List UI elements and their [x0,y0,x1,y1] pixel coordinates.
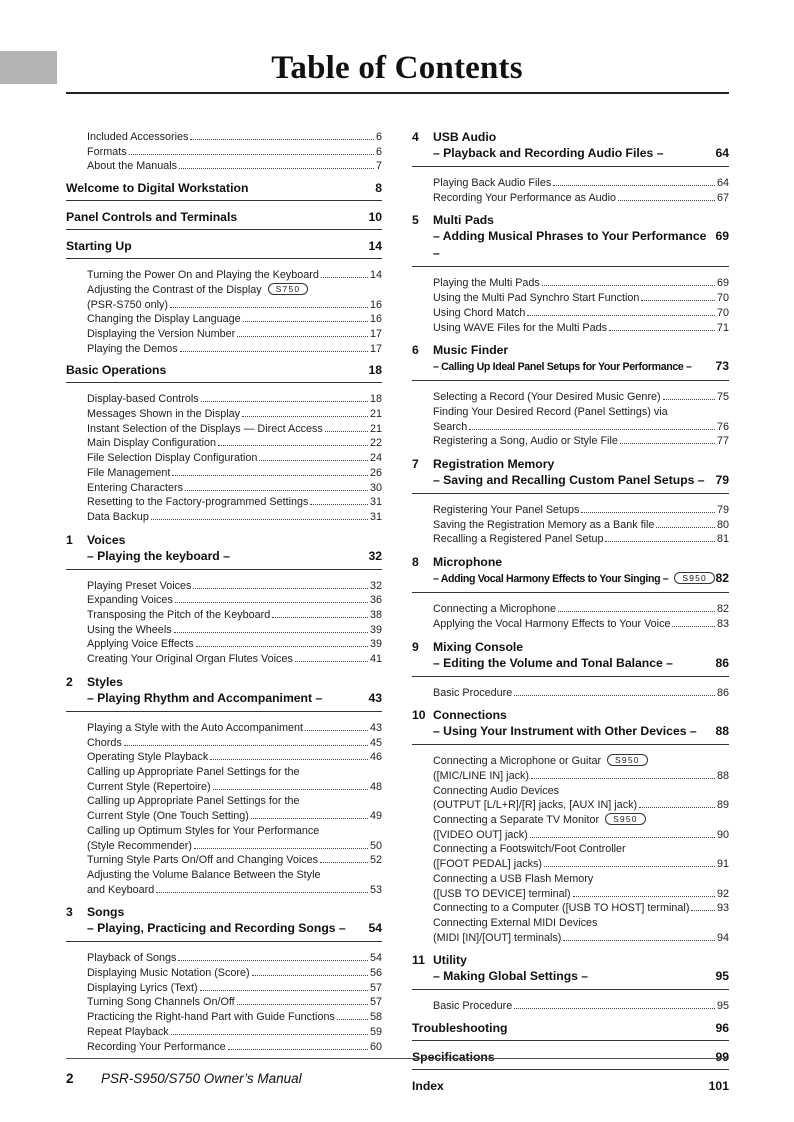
toc-item[interactable]: Connecting a Separate TV Monitor S950 [412,813,729,828]
toc-chapter-11[interactable]: 11 Utility – Making Global Settings – 95 [412,953,729,990]
toc-chapter-1[interactable]: 1 Voices – Playing the keyboard – 32 [66,533,382,570]
intro-list [66,130,382,174]
toc-item[interactable]: Expanding Voices 36 [87,594,382,607]
chapter-6-items [412,390,729,449]
toc-heading-index[interactable]: Index 101 [412,1079,729,1094]
toc-item[interactable]: Display-based Controls 18 [87,393,382,406]
toc-item[interactable]: File Selection Display Configuration 24 [87,452,382,465]
toc-item[interactable]: Displaying the Version Number 17 [87,327,382,340]
toc-item[interactable]: Recalling a Registered Panel Setup 81 [433,533,729,546]
toc-item[interactable]: ([MIC/LINE IN] jack) 88 [433,769,729,782]
model-badge: S950 [674,572,715,584]
toc-item[interactable]: Applying the Vocal Harmony Effects to Your Voice 83 [433,617,729,630]
toc-item[interactable]: Connecting Audio Devices [433,784,560,797]
toc-item[interactable]: (OUTPUT [L/L+R]/[R] jacks, [AUX IN] jack) 89 [433,799,729,812]
manual-name: PSR-S950/S750 Owner’s Manual [101,1071,302,1086]
toc-item[interactable]: Main Display Configuration 22 [87,437,382,450]
toc-item[interactable]: Displaying Lyrics (Text) 57 [87,981,382,994]
toc-item[interactable]: ([FOOT PEDAL] jacks) 91 [433,858,729,871]
toc-item[interactable]: Registering Your Panel Setups 79 [433,504,729,517]
toc-item[interactable]: Messages Shown in the Display 21 [87,408,382,421]
toc-item[interactable]: Playing the Demos 17 [87,342,382,355]
toc-chapter-7[interactable]: 7 Registration Memory – Saving and Recalling Custom Panel Setups – 79 [412,457,729,494]
toc-chapter-4[interactable]: 4 USB Audio – Playback and Recording Audio Files – 64 [412,130,729,167]
toc-item[interactable]: (PSR-S750 only) 16 [87,298,382,311]
toc-chapter-5[interactable]: 5 Multi Pads – Adding Musical Phrases to Your Performance – 69 [412,213,729,267]
toc-item[interactable]: Current Style (One Touch Setting) 49 [87,810,382,823]
toc-chapter-6[interactable]: 6 Music Finder – Calling Up Ideal Panel Setups for Your Performance – 73 [412,343,729,381]
footer-rule [66,1058,729,1059]
toc-item[interactable]: Playing a Style with the Auto Accompaniment 43 [87,721,382,734]
toc-item[interactable]: Displaying Music Notation (Score) 56 [87,967,382,980]
toc-chapter-3[interactable]: 3 Songs – Playing, Practicing and Recording Songs – 54 [66,905,382,942]
toc-item[interactable]: Turning Style Parts On/Off and Changing Voices 52 [87,854,382,867]
toc-item[interactable]: File Management 26 [87,466,382,479]
toc-item[interactable]: About the Manuals 7 [87,160,382,173]
toc-heading-starting-up[interactable]: Starting Up 14 [66,239,382,259]
chapter-1-items [66,579,382,667]
toc-item[interactable]: Finding Your Desired Record (Panel Settings) via [433,405,668,418]
toc-heading-welcome[interactable]: Welcome to Digital Workstation 8 [66,181,382,201]
toc-item[interactable]: Playback of Songs 54 [87,952,382,965]
toc-item[interactable]: Playing the Multi Pads 69 [433,277,729,290]
toc-item[interactable]: Recording Your Performance as Audio 67 [433,191,729,204]
toc-item[interactable]: Basic Procedure 95 [433,1000,729,1013]
toc-chapter-2[interactable]: 2 Styles – Playing Rhythm and Accompaniment – 43 [66,675,382,712]
toc-item[interactable]: Recording Your Performance 60 [87,1040,382,1053]
starting-up-items [66,268,382,356]
toc-item[interactable]: Current Style (Repertoire) 48 [87,780,382,793]
toc-item[interactable]: Adjusting the Volume Balance Between the Style [87,868,321,881]
toc-item[interactable]: Connecting a Microphone 82 [433,603,729,616]
toc-item[interactable]: Basic Procedure 86 [433,686,729,699]
toc-item[interactable]: Changing the Display Language 16 [87,313,382,326]
toc-item[interactable]: Included Accessories 6 [87,131,382,143]
chapter-11-items [412,999,729,1014]
chapter-2-items [66,721,382,897]
chapter-5-items [412,276,729,335]
toc-item[interactable]: Operating Style Playback 46 [87,751,382,764]
toc-item[interactable]: Practicing the Right-hand Part with Guide Functions 58 [87,1011,382,1024]
page-number: 2 [66,1071,74,1086]
toc-item[interactable]: Using the Multi Pad Synchro Start Function 70 [433,292,729,305]
toc-heading-panel-controls[interactable]: Panel Controls and Terminals 10 [66,210,382,230]
toc-item[interactable]: Resetting to the Factory-programmed Settings 31 [87,496,382,509]
toc-item[interactable]: Transposing the Pitch of the Keyboard 38 [87,609,382,622]
basic-operations-items [66,392,382,524]
model-badge: S950 [605,813,646,825]
toc-item[interactable]: Connecting to a Computer ([USB TO HOST] terminal) 93 [433,902,729,915]
toc-item[interactable]: Saving the Registration Memory as a Bank file 80 [433,518,729,531]
toc-item[interactable]: Data Backup 31 [87,510,382,523]
chapter-4-items [412,176,729,205]
toc-item[interactable]: Turning Song Channels On/Off 57 [87,996,382,1009]
toc-chapter-8[interactable]: 8 Microphone – Adding Vocal Harmony Effects to Your Singing – S950 82 [412,555,729,593]
toc-heading-specifications[interactable]: Specifications 99 [412,1050,729,1070]
toc-item[interactable]: Playing Preset Voices 32 [87,579,382,592]
toc-item[interactable]: Using the Wheels 39 [87,623,382,636]
toc-item[interactable]: Registering a Song, Audio or Style File 77 [433,435,729,448]
toc-item[interactable]: Adjusting the Contrast of the Display S750 [66,283,382,298]
toc-item[interactable]: and Keyboard 53 [87,883,382,896]
toc-item[interactable]: Connecting a USB Flash Memory [433,872,594,885]
chapter-9-items [412,686,729,701]
toc-item[interactable]: Using WAVE Files for the Multi Pads 71 [433,321,729,334]
toc-chapter-10[interactable]: 10 Connections – Using Your Instrument with Other Devices – 88 [412,708,729,745]
chapter-8-items [412,602,729,631]
toc-item[interactable]: Repeat Playback 59 [87,1025,382,1038]
toc-chapter-9[interactable]: 9 Mixing Console – Editing the Volume and Tonal Balance – 86 [412,640,729,677]
toc-heading-troubleshooting[interactable]: Troubleshooting 96 [412,1021,729,1041]
toc-item[interactable]: (Style Recommender) 50 [87,839,382,852]
toc-item[interactable]: ([USB TO DEVICE] terminal) 92 [433,887,729,900]
toc-item[interactable]: Connecting External MIDI Devices [433,916,598,929]
chapter-3-items [66,951,382,1054]
toc-item[interactable]: Formats 6 [87,145,382,158]
toc-item[interactable]: Chords 45 [87,736,382,749]
toc-item[interactable]: Playing Back Audio Files 64 [433,177,729,189]
toc-item[interactable]: Search 76 [433,420,729,433]
page-title: Table of Contents [271,50,523,86]
model-badge: S750 [268,283,309,295]
page-footer [66,1071,302,1086]
title-rule [66,92,729,94]
toc-item[interactable]: Selecting a Record (Your Desired Music Genre) 75 [433,391,729,404]
toc-item[interactable]: Creating Your Original Organ Flutes Voices 41 [87,653,382,666]
toc-item[interactable]: Calling up Appropriate Panel Settings for the [87,765,300,778]
model-badge: S950 [607,754,648,766]
toc-left-column [66,130,382,1054]
toc-item[interactable]: Applying Voice Effects 39 [87,638,382,651]
toc-item[interactable]: Entering Characters 30 [87,481,382,494]
toc-item[interactable]: Turning the Power On and Playing the Keyboard 14 [87,269,382,282]
toc-item[interactable]: Connecting a Footswitch/Foot Controller [433,843,626,856]
toc-item[interactable]: Connecting a Microphone or Guitar S950 [412,754,729,769]
toc-item[interactable]: (MIDI [IN]/[OUT] terminals) 94 [433,931,729,944]
toc-item[interactable]: ([VIDEO OUT] jack) 90 [433,828,729,841]
toc-heading-basic-operations[interactable]: Basic Operations 18 [66,363,382,383]
toc-item[interactable]: Using Chord Match 70 [433,306,729,319]
chapter-10-items [412,754,729,945]
toc-item[interactable]: Calling up Optimum Styles for Your Performance [87,824,320,837]
chapter-7-items [412,503,729,547]
toc-item[interactable]: Calling up Appropriate Panel Settings for the [87,795,300,808]
toc-right-column [412,130,729,1107]
toc-item[interactable]: Instant Selection of the Displays — Direct Access 21 [87,422,382,435]
